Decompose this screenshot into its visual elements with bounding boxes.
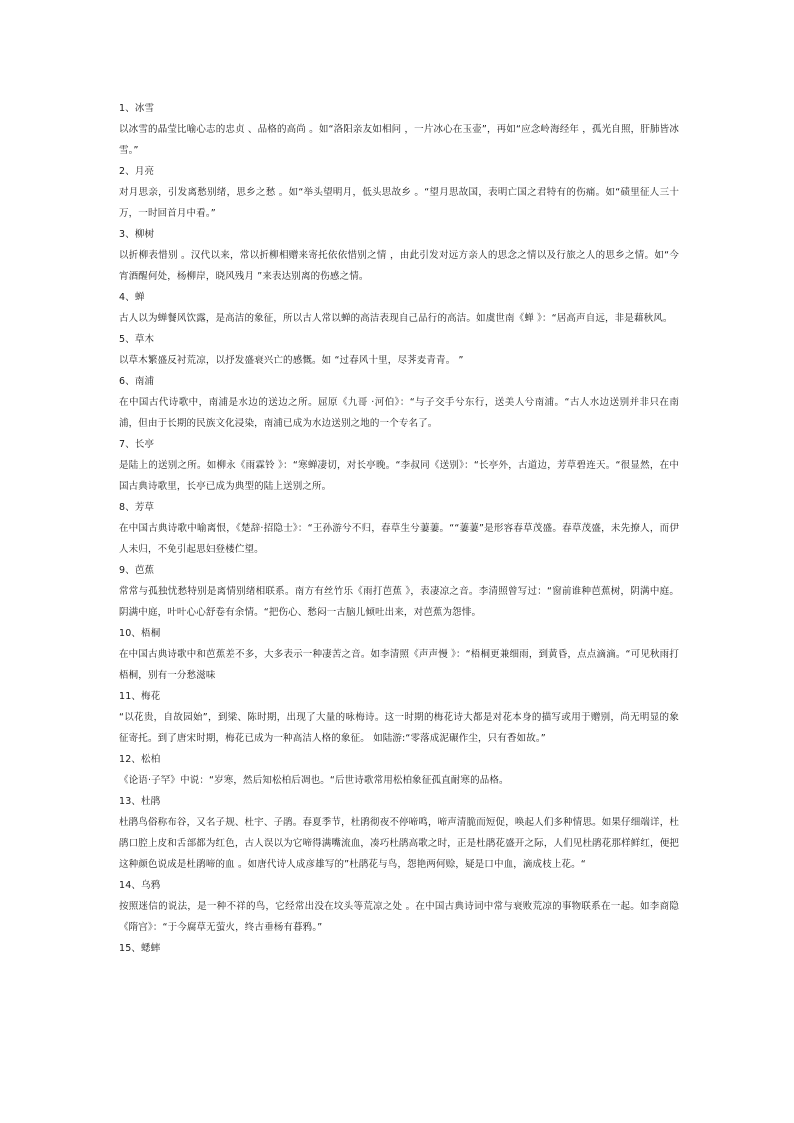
section-heading: 5、草木: [119, 334, 155, 345]
section-heading: 15、蟋蟀: [119, 943, 161, 954]
section-heading: 3、柳树: [119, 229, 155, 240]
section-text: 以草木繁盛反衬荒凉，以抒发盛衰兴亡的感慨。如 “过春风十里，尽荠麦青青。 ”: [119, 355, 464, 366]
section-heading: 13、杜鹃: [119, 796, 161, 807]
section-2: [119, 161, 679, 224]
section-7: [119, 434, 679, 497]
section-13: [119, 791, 679, 875]
section-heading: 2、月亮: [119, 166, 155, 177]
section-heading: 10、梧桐: [119, 628, 161, 639]
section-1: [119, 98, 679, 161]
section-heading: 9、芭蕉: [119, 565, 155, 576]
document-body: [119, 98, 679, 959]
section-text: 以冰雪的晶莹比喻心志的忠贞 、品格的高尚 。如“洛阳亲友如相问 ，一片冰心在玉壶”，再如“应念岭海经年 ，孤光自照，肝肺皆冰雪。”: [119, 124, 679, 156]
section-14: [119, 875, 679, 938]
section-text: 按照迷信的说法，是一种不祥的鸟，它经常出没在坟头等荒凉之处 。在中国古典诗词中常与衰败荒凉的事物联系在一起。如李商隐《隋宫》：“于今腐草无萤火，终古垂杨有暮鸦。”: [119, 901, 679, 933]
section-9: [119, 560, 679, 623]
section-11: [119, 686, 679, 749]
section-text: “以花贵，自故园始”，到梁、陈时期，出现了大量的咏梅诗。这一时期的梅花诗大都是对花本身的描写或用于赠别，尚无明显的象征寄托。到了唐宋时期，梅花已成为一种高洁人格的象征。 如陆游:“零落成泥碾作尘，只有香如故。”: [119, 712, 679, 744]
section-text: 《论语·子罕》中说：“岁寒，然后知松柏后凋也。“后世诗歌常用松柏象征孤直耐寒的品格。: [119, 775, 509, 786]
section-heading: 1、冰雪: [119, 103, 155, 114]
section-text: 在中国古代诗歌中，南浦是水边的送边之所。屈原《九哥 ·河伯》：“与子交手兮东行，送美人兮南浦。“古人水边送别并非只在南浦，但由于长期的民族文化浸染，南浦已成为水边送别之地的一个专名了。: [119, 397, 679, 429]
section-heading: 12、松柏: [119, 754, 161, 765]
section-heading: 11、梅花: [119, 691, 161, 702]
section-text: 常常与孤独忧愁特别是离情别绪相联系。南方有丝竹乐《雨打芭蕉 》，表凄凉之音。李清照曾写过：“窗前谁种芭蕉树，阴满中庭。阴满中庭，叶叶心心舒卷有余情。“把伤心、愁闷一古脑儿倾吐出来，对芭蕉为怨悱。: [119, 586, 679, 618]
section-text: 以折柳表惜别 。汉代以来，常以折柳相赠来寄托依依惜别之情 ，由此引发对远方亲人的思念之情以及行旅之人的思乡之情。如“今宵酒醒何处，杨柳岸，晓风残月 ”来表达别离的伤感之情。: [119, 250, 680, 282]
section-6: [119, 371, 679, 434]
section-4: [119, 287, 679, 329]
section-8: [119, 497, 679, 560]
section-text: 在中国古典诗歌中喻离恨，《楚辞·招隐士》：“王孙游兮不归，春草生兮萋萋。““萋萋”是形容春草茂盛。春草茂盛，未先撩人，而伊人未归，不免引起思妇登楼伫望。: [119, 523, 679, 555]
section-text: 古人以为蝉餐风饮露，是高洁的象征，所以古人常以蝉的高洁表现自己品行的高洁。如虞世南《蝉 》：“居高声自远，非是藉秋风。: [119, 313, 673, 324]
section-heading: 8、芳草: [119, 502, 155, 513]
section-text: 杜鹃鸟俗称布谷，又名子规、杜宇、子鹃。春夏季节，杜鹃彻夜不停啼鸣，啼声清脆而短促，唤起人们多种情思。如果仔细端详，杜鹃口腔上皮和舌部都为红色，古人误以为它啼得满嘴流血，凑巧杜鹃高歌之时，正是杜鹃花盛开之际，人们见杜鹃花那样鲜红，便把这种颜色说成是杜鹃啼的血 。如唐代诗人成彦雄写的”杜鹃花与鸟，怨艳两何赊，疑是口中血，滴成枝上花。“: [119, 817, 679, 870]
section-5: [119, 329, 679, 371]
section-heading: 7、长亭: [119, 439, 155, 450]
section-12: [119, 749, 679, 791]
section-text: 对月思亲，引发离愁别绪，思乡之愁 。如“举头望明月，低头思故乡 。“望月思故国，表明亡国之君特有的伤痛。如“碛里征人三十万，一时回首月中看。”: [119, 187, 679, 219]
section-10: [119, 623, 679, 686]
section-text: 在中国古典诗歌中和芭蕉差不多，大多表示一种凄苦之音。如李清照《声声慢 》：“梧桐更兼细雨，到黄昏，点点滴滴。“可见秋雨打梧桐，别有一分愁滋味: [119, 649, 679, 681]
section-text: 是陆上的送别之所。如柳永《雨霖铃 》：“寒蝉凄切，对长亭晚。“李叔同《送别》：“长亭外，古道边，芳草碧连天。“很显然，在中国古典诗歌里，长亭已成为典型的陆上送别之所。: [119, 460, 679, 492]
section-heading: 4、蝉: [119, 292, 145, 303]
section-3: [119, 224, 679, 287]
section-heading: 14、乌鸦: [119, 880, 161, 891]
section-15: [119, 938, 679, 959]
section-heading: 6、南浦: [119, 376, 155, 387]
